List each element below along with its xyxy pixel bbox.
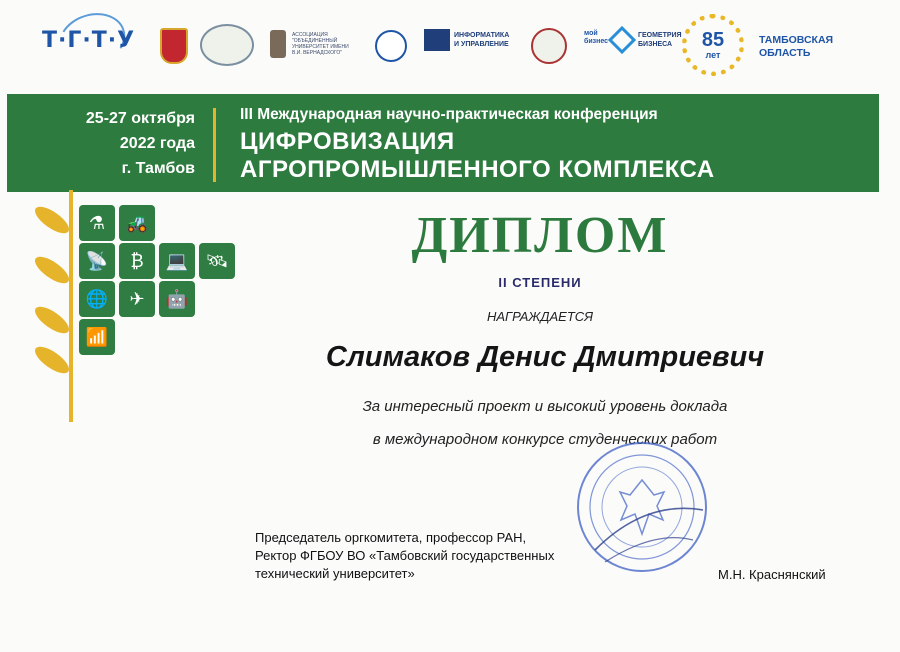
recipient-name: Слимаков Денис Дмитриевич (325, 341, 765, 373)
region-name: ТАМБОВСКАЯ ОБЛАСТЬ (759, 34, 834, 59)
tgtu-logo: Т·Г·Т·У (42, 28, 136, 53)
book-emblem-logo (375, 30, 407, 62)
arrow-icon (424, 29, 450, 51)
reason-line1: За интересный проект и высокий уровень доклада (362, 398, 728, 415)
informatics-text: ИНФОРМАТИКА И УПРАВЛЕНИЕ (454, 32, 510, 48)
conference-dates: 25-27 октября (85, 110, 195, 127)
association-text: АССОЦИАЦИЯ "ОБЪЕДИНЕННЫЙ УНИВЕРСИТЕТ ИМЕНИ В.И. ВЕРНАДСКОГО" (292, 32, 349, 56)
laptop-icon: 💻 (159, 243, 195, 279)
bitcoin-icon: ₿ (119, 243, 155, 279)
reason-line2: в международном конкурсе студенческих работ (372, 431, 718, 448)
awarded-label: НАГРАЖДАЕТСЯ (486, 309, 594, 324)
flask-icon: ⚗ (79, 205, 115, 241)
geometry-text: ГЕОМЕТРИЯ БИЗНЕСА (638, 32, 682, 48)
signature-line3: технический университет» (255, 566, 415, 581)
informatics-logo (424, 29, 516, 51)
portrait-icon (270, 30, 286, 58)
official-stamp (575, 440, 709, 574)
university-emblem-logo (200, 24, 254, 66)
geometry-logo (612, 30, 684, 50)
date-block (86, 106, 195, 181)
vernadsky-association-logo (270, 30, 356, 58)
conference-title-line2: АГРОПРОМЫШЛЕННОГО КОМПЛЕКСА (240, 156, 715, 183)
seal-logo (531, 28, 567, 64)
conference-year: 2022 года (119, 135, 195, 152)
tractor-icon: 🚜 (119, 205, 155, 241)
diploma-title: ДИПЛОМ (411, 207, 669, 264)
conference-title-line1: ЦИФРОВИЗАЦИЯ (240, 128, 455, 155)
signer-name: М.Н. Краснянский (718, 567, 826, 582)
moy-biznes-text: мой бизнес (584, 30, 609, 45)
globe-icon: 🌐 (79, 281, 115, 317)
antenna-icon: 📡 (79, 243, 115, 279)
conference-subtitle: III Международная научно-практическая конференция (240, 106, 658, 123)
anniversary-word: лет (705, 50, 721, 60)
chairman-signature-block (255, 529, 554, 583)
anniversary-number: 85 (701, 29, 725, 51)
robot-icon: 🤖 (159, 281, 195, 317)
logo-strip (0, 0, 900, 92)
conference-city: г. Тамбов (121, 160, 195, 177)
conference-banner (7, 94, 879, 192)
diploma-degree: II СТЕПЕНИ (498, 275, 582, 290)
tambov-coat-of-arms-icon (160, 28, 188, 64)
satellite-icon: 🛰 (199, 243, 235, 279)
wifi-icon: 📶 (79, 319, 115, 355)
moy-biznes-logo (584, 30, 608, 46)
signature-line1: Председатель оргкомитета, профессор РАН, (255, 530, 527, 545)
conference-title (240, 128, 715, 184)
drone-icon: ✈ (119, 281, 155, 317)
anniversary-85-logo (682, 12, 748, 78)
banner-divider (213, 108, 216, 182)
signature-line2: Ректор ФГБОУ ВО «Тамбовский государственных (255, 548, 555, 563)
geometry-icon (608, 26, 636, 54)
